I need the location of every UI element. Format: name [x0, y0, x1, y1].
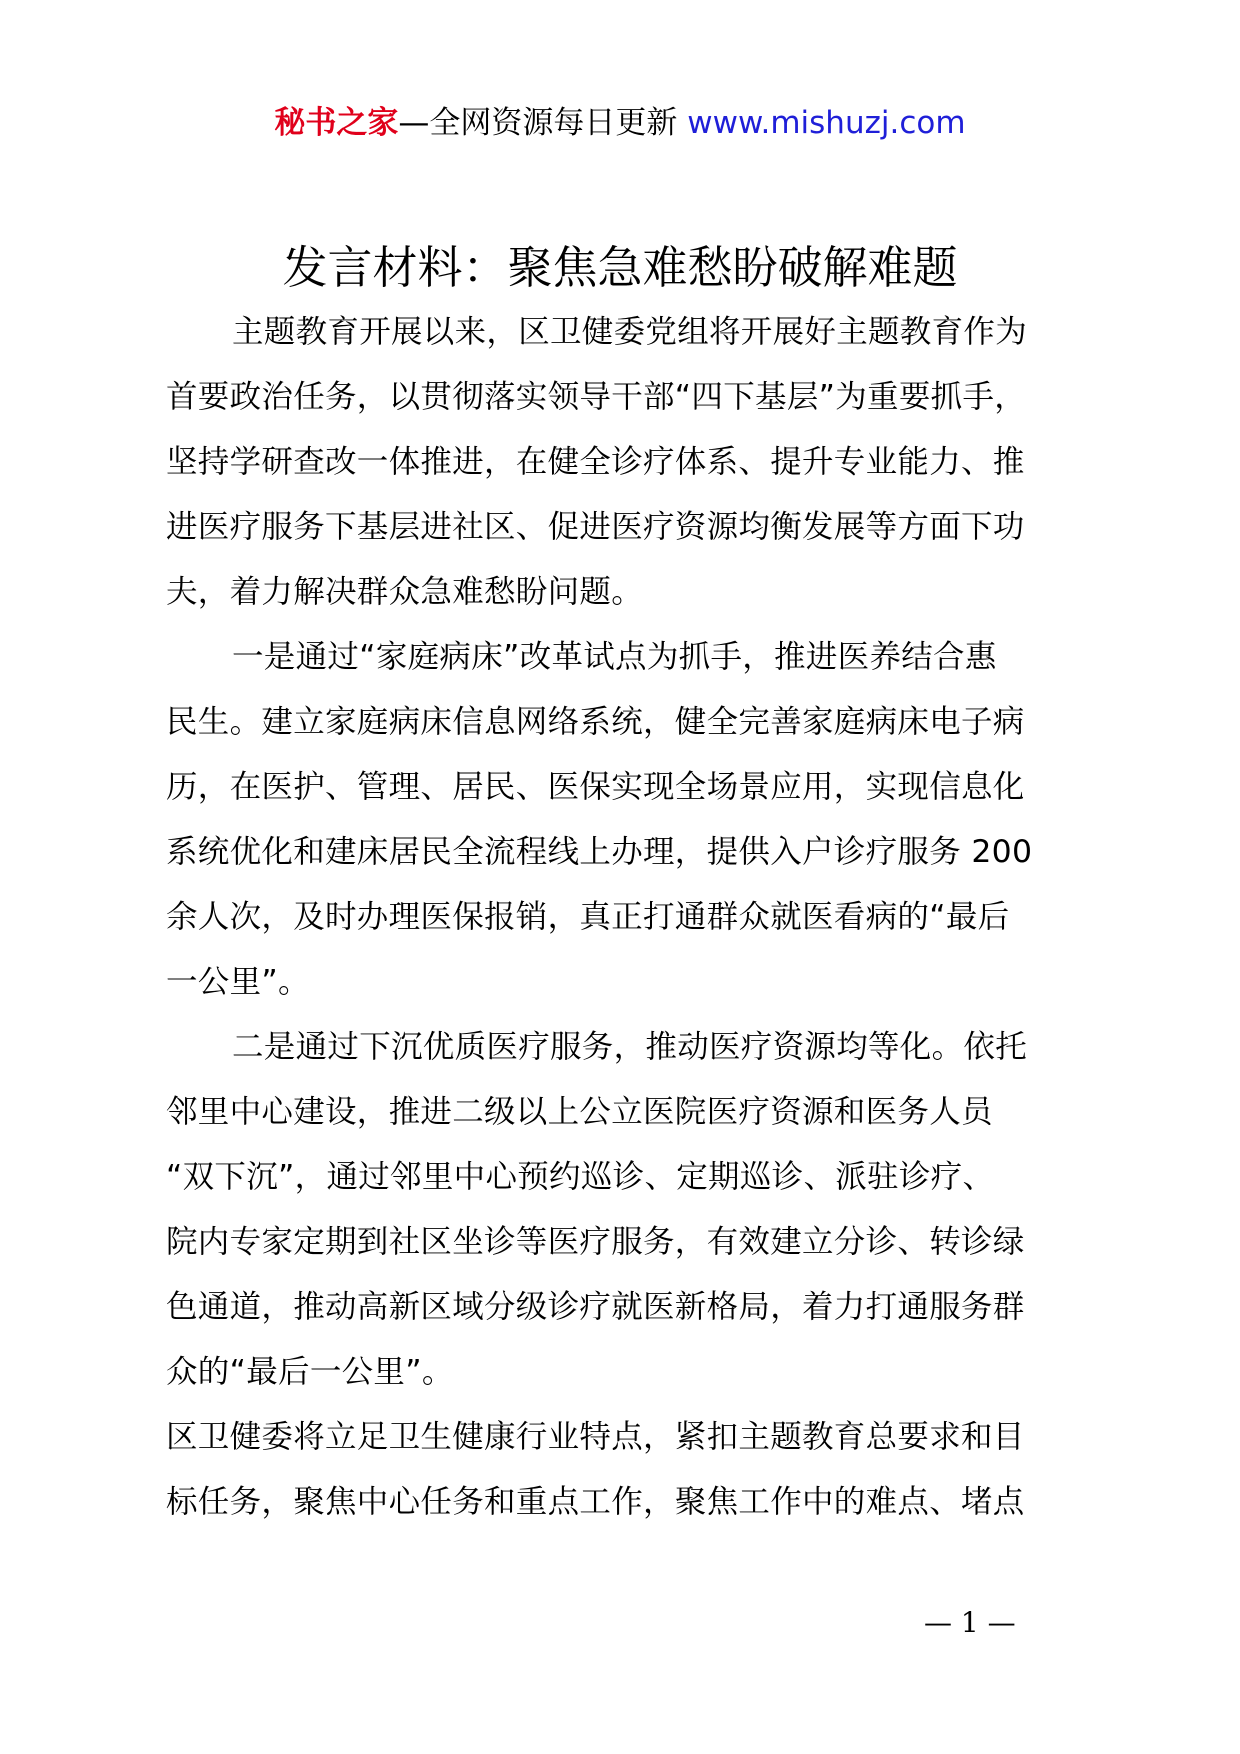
text-line: 余人次，及时办理医保报销，真正打通群众就医看病的“最后	[166, 899, 1010, 935]
text-line: 进医疗服务下基层进社区、促进医疗资源均衡发展等方面下功	[166, 509, 1025, 545]
text-line: 色通道，推动高新区域分级诊疗就医新格局，着力打通服务群	[166, 1289, 1025, 1325]
text-line: 坚持学研查改一体推进，在健全诊疗体系、提升专业能力、推	[166, 444, 1025, 480]
text-line: 民生。建立家庭病床信息网络系统，健全完善家庭病床电子病	[166, 704, 1025, 740]
text-line: 主题教育开展以来，区卫健委党组将开展好主题教育作为	[232, 314, 1028, 350]
text-line: 一是通过“家庭病床”改革试点为抓手，推进医养结合惠	[232, 639, 997, 675]
brand-name: 秘书之家	[274, 105, 399, 141]
text-line: 众的“最后一公里”。	[166, 1354, 454, 1390]
text-line: 邻里中心建设，推进二级以上公立医院医疗资源和医务人员	[166, 1094, 993, 1130]
header-tagline: —全网资源每日更新	[398, 105, 678, 141]
site-url[interactable]: www.mishuzj.com	[677, 105, 966, 141]
text-line: 系统优化和建床居民全流程线上办理，提供入户诊疗服务 200	[166, 834, 1033, 870]
page-number: — 1 —	[924, 1606, 1016, 1639]
text-line: 二是通过下沉优质医疗服务，推动医疗资源均等化。依托	[232, 1029, 1028, 1065]
text-line: 一公里”。	[166, 964, 310, 1000]
document-title: 发言材料：聚焦急难愁盼破解难题	[282, 241, 958, 294]
text-line: 首要政治任务，以贯彻落实领导干部“四下基层”为重要抓手，	[166, 379, 1027, 415]
site-header	[0, 100, 1240, 146]
document-body	[166, 300, 1084, 1535]
text-line: “双下沉”，通过邻里中心预约巡诊、定期巡诊、派驻诊疗、	[166, 1159, 995, 1195]
text-line: 历，在医护、管理、居民、医保实现全场景应用，实现信息化	[166, 769, 1025, 805]
text-line: 标任务，聚焦中心任务和重点工作，聚焦工作中的难点、堵点	[166, 1484, 1025, 1520]
text-line: 夫，着力解决群众急难愁盼问题。	[166, 574, 644, 610]
text-line: 区卫健委将立足卫生健康行业特点，紧扣主题教育总要求和目	[166, 1419, 1025, 1455]
text-line: 院内专家定期到社区坐诊等医疗服务，有效建立分诊、转诊绿	[166, 1224, 1025, 1260]
